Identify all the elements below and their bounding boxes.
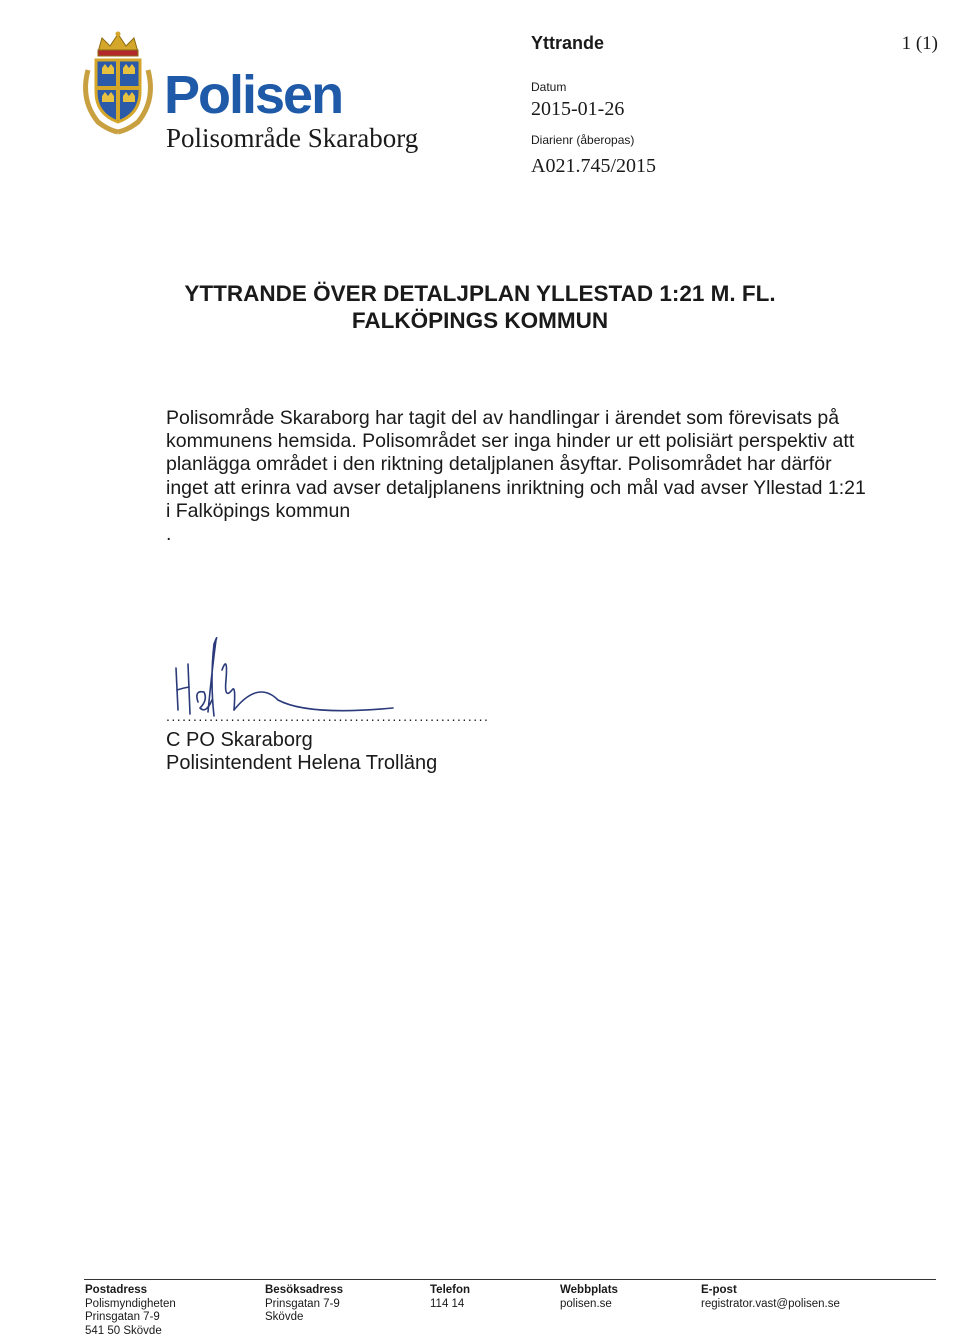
- body-line: kommunens hemsida. Polisområdet ser inga hinder ur ett polisiärt perspektiv att: [166, 430, 855, 453]
- body-paragraph: [166, 407, 896, 546]
- footer-line: Skövde: [265, 1311, 304, 1323]
- signature-line: ............................................................: [166, 708, 490, 724]
- footer-line: 541 50 Skövde: [85, 1324, 162, 1337]
- reference-label: Diarienr (åberopas): [531, 133, 635, 147]
- footer-website: [560, 1284, 618, 1311]
- body-line: Polisområde Skaraborg har tagit del av handlingar i ärendet som förevisats på: [166, 407, 840, 429]
- footer-heading: Webbplats: [560, 1284, 618, 1296]
- footer-email: [701, 1284, 840, 1311]
- district-name: Polisområde Skaraborg: [166, 123, 419, 153]
- footer-line: 114 14: [430, 1297, 465, 1310]
- footer-postal-address: [85, 1284, 176, 1338]
- footer-heading: Besöksadress: [265, 1284, 343, 1296]
- footer-divider: [84, 1279, 936, 1280]
- footer-phone: [430, 1284, 470, 1311]
- page-number: 1 (1): [901, 33, 938, 54]
- body-line: inget att erinra vad avser detaljplanens inriktning och mål vad avser Yllestad 1:21: [166, 476, 866, 499]
- signer-title: C PO Skaraborg: [166, 729, 313, 751]
- footer-line: Prinsgatan 7-9: [85, 1311, 160, 1323]
- reference-value: A021.745/2015: [531, 155, 656, 177]
- title-line-1: YTTRANDE ÖVER DETALJPLAN YLLESTAD 1:21 M. FL.: [184, 281, 776, 306]
- date-label: Datum: [531, 80, 567, 94]
- footer-heading: Telefon: [430, 1284, 471, 1296]
- footer-line: Polismyndigheten: [85, 1297, 176, 1310]
- document-type: Yttrande: [531, 33, 605, 53]
- title-line-2: FALKÖPINGS KOMMUN: [351, 308, 609, 333]
- brand-logo-text: Polisen: [164, 65, 343, 125]
- footer-visiting-address: [265, 1284, 343, 1325]
- footer-line: Prinsgatan 7-9: [265, 1297, 340, 1310]
- document-title: [100, 280, 860, 334]
- body-line: .: [166, 523, 172, 546]
- signer-name: Polisintendent Helena Trolläng: [166, 752, 438, 774]
- date-value: 2015-01-26: [531, 98, 625, 120]
- handwritten-signature: [168, 630, 408, 720]
- footer-line: polisen.se: [560, 1297, 612, 1310]
- body-line: i Falköpings kommun: [166, 499, 351, 522]
- footer-heading: E-post: [701, 1284, 737, 1296]
- police-crest-icon: [78, 30, 158, 136]
- footer-heading: Postadress: [85, 1284, 148, 1296]
- body-line: planlägga området i den riktning detaljplanen åsyftar. Polisområdet har därför: [166, 453, 832, 476]
- footer-line: registrator.vast@polisen.se: [701, 1297, 840, 1310]
